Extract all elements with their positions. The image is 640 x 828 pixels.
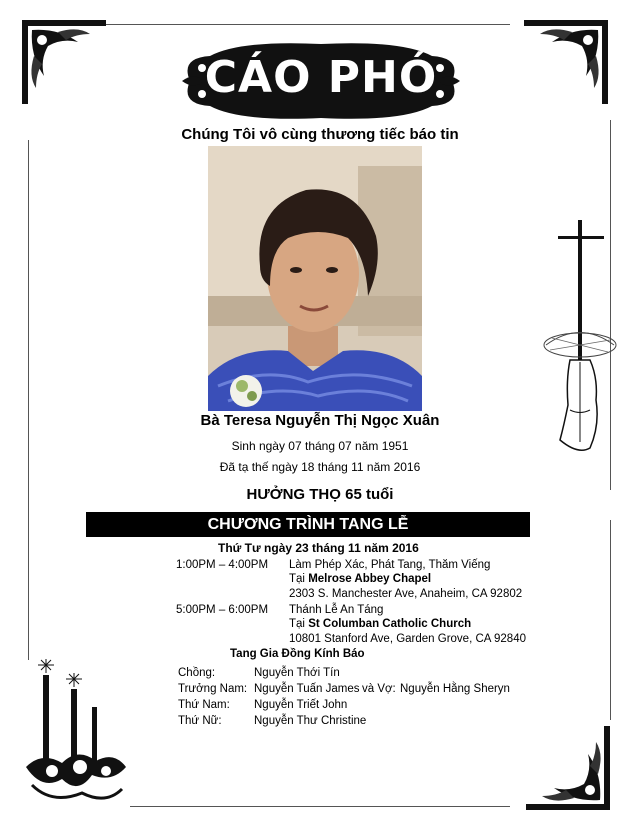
- candles-icon: [22, 655, 134, 810]
- corner-ornament-top-right: [512, 16, 612, 108]
- program-date: Thứ Tư ngày 23 tháng 11 năm 2016: [218, 541, 419, 555]
- spouse-label: và Vợ:: [362, 683, 396, 695]
- page-title: CÁO PHÓ: [204, 52, 438, 103]
- portrait-photo: [208, 146, 422, 411]
- frame-bottom-line: [130, 806, 510, 807]
- frame-right-line-lower: [610, 520, 611, 720]
- family-relation: Thứ Nam:: [178, 699, 230, 711]
- program-title-bar: CHƯƠNG TRÌNH TANG LỄ: [86, 512, 530, 537]
- event-venue: St Columban Catholic Church: [308, 618, 472, 630]
- event-time: 5:00PM – 6:00PM: [176, 604, 269, 616]
- event-time: 1:00PM – 4:00PM: [176, 559, 269, 571]
- event-venue: Melrose Abbey Chapel: [308, 573, 432, 585]
- corner-ornament-top-left: [18, 16, 110, 108]
- family-member-name: Nguyễn Thư Christine: [254, 715, 367, 727]
- family-relation: Chồng:: [178, 667, 216, 679]
- corner-ornament-bottom-right: [518, 718, 614, 814]
- family-member-name: Nguyễn Triết John: [254, 699, 348, 711]
- title-banner: [180, 38, 462, 124]
- family-member-name: Nguyễn Thới Tín: [254, 667, 340, 679]
- frame-left-line: [28, 140, 29, 660]
- event-activity: Thánh Lễ An Táng: [289, 604, 384, 616]
- frame-top-line: [90, 24, 510, 25]
- death-date: Đã tạ thế ngày 18 tháng 11 năm 2016: [219, 460, 421, 474]
- family-member-name: Nguyễn Tuấn James: [254, 683, 360, 695]
- subtitle: Chúng Tôi vô cùng thương tiếc báo tin: [181, 126, 459, 143]
- event-venue-line: [289, 617, 471, 632]
- age-heading: HƯỞNG THỌ 65 tuổi: [246, 486, 394, 503]
- event-activity: Làm Phép Xác, Phát Tang, Thăm Viếng: [289, 559, 491, 571]
- spouse-name: Nguyễn Hằng Sheryn: [400, 683, 510, 695]
- event-venue-line: [289, 572, 431, 587]
- family-heading: Tang Gia Đồng Kính Báo: [230, 648, 365, 660]
- event-address: 2303 S. Manchester Ave, Anaheim, CA 92802: [289, 588, 523, 600]
- venue-prefix: Tại: [289, 573, 305, 585]
- deceased-name: Bà Teresa Nguyễn Thị Ngọc Xuân: [200, 412, 440, 429]
- family-relation: Thứ Nữ:: [178, 715, 222, 727]
- birth-date: Sinh ngày 07 tháng 07 năm 1951: [231, 439, 409, 453]
- event-address: 10801 Stanford Ave, Garden Grove, CA 92840: [289, 633, 526, 645]
- family-relation: Trưởng Nam:: [178, 683, 248, 695]
- venue-prefix: Tại: [289, 618, 305, 630]
